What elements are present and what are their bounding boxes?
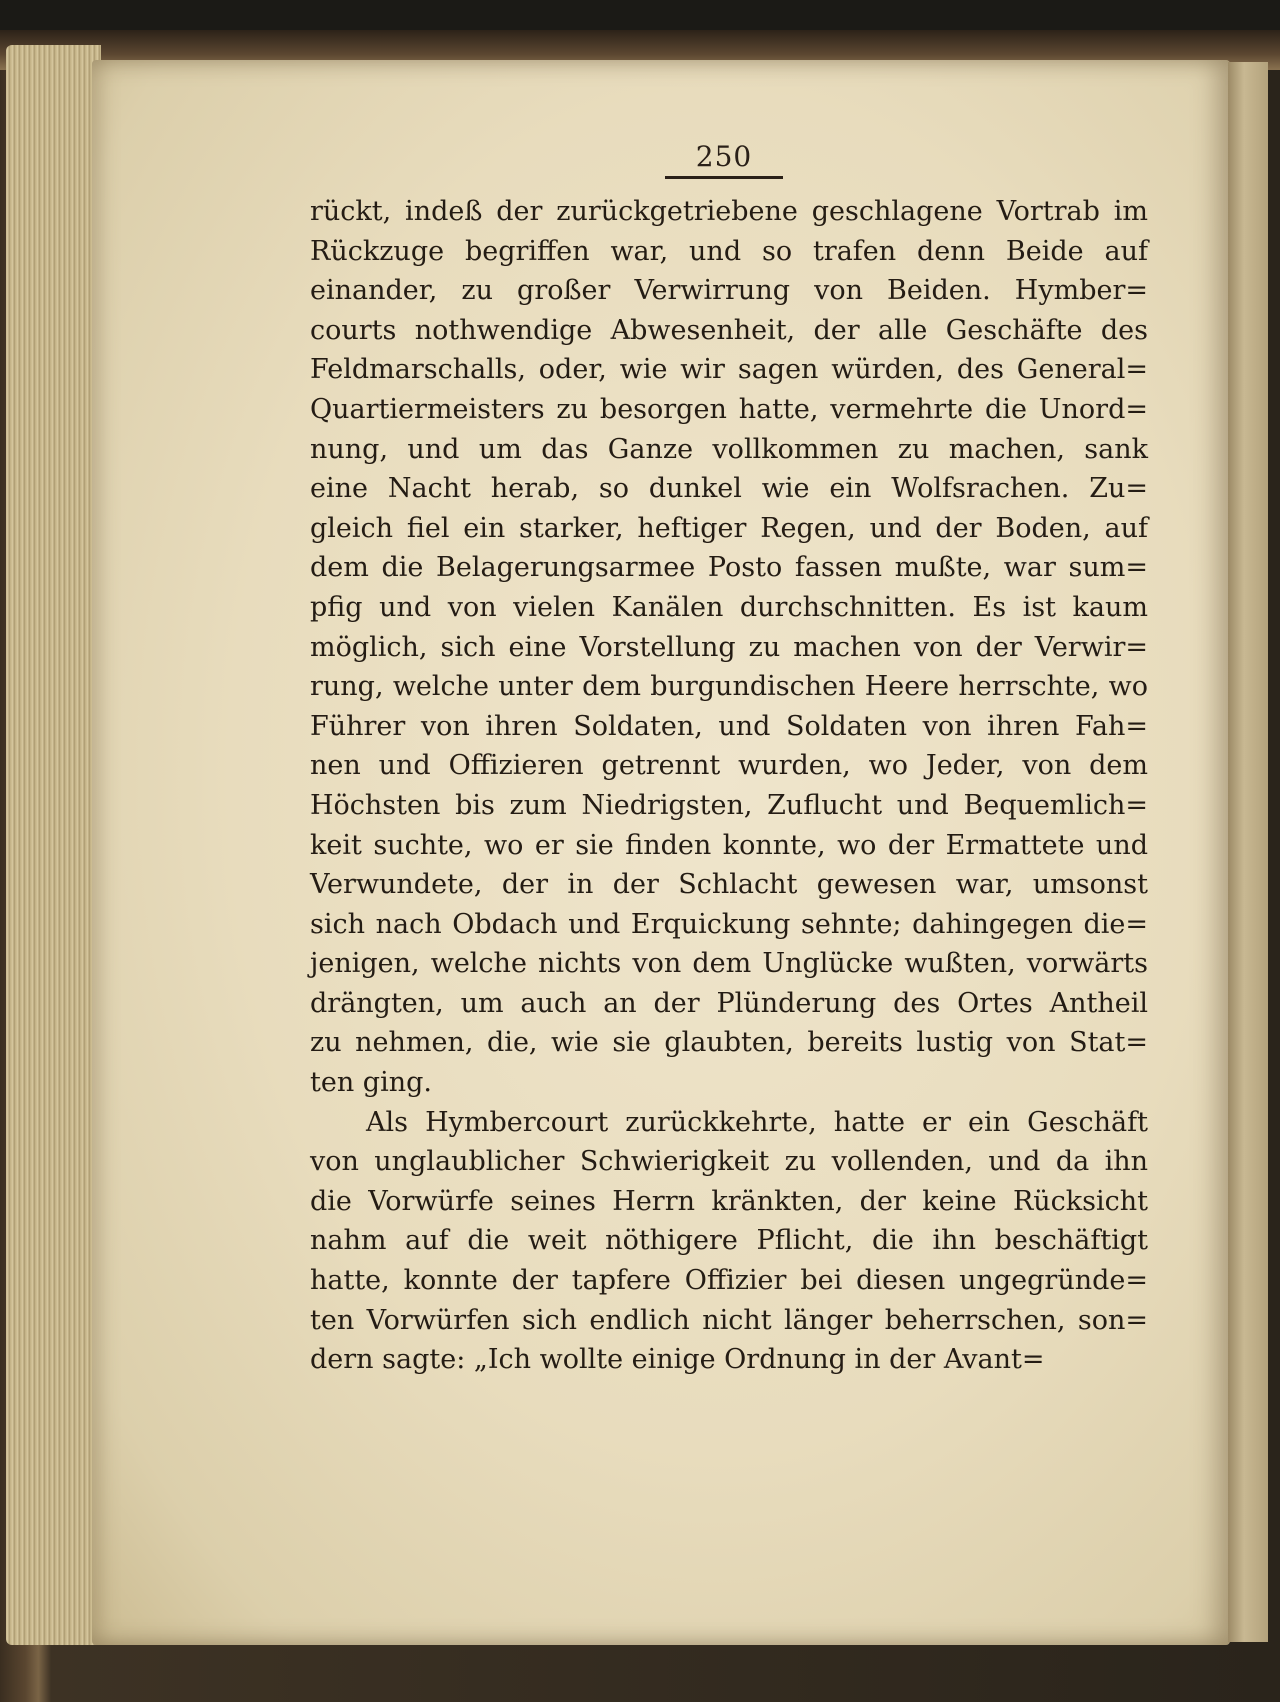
page-number-rule (665, 176, 783, 179)
paragraph (310, 1103, 1148, 1380)
text-line: rung, welche unter dem burgundischen Heere herrschte, wo (310, 671, 1148, 703)
text-line: Verwundete, der in der Schlacht gewesen war, umsonst (310, 869, 1148, 901)
text-line: hatte, konnte der tapfere Offizier bei diesen ungegründe= (310, 1265, 1148, 1297)
text-line: Rückzuge begriffen war, und so trafen denn Beide auf (310, 235, 1148, 267)
text-line: gleich fiel ein starker, heftiger Regen, und der Boden, auf (310, 512, 1148, 544)
text-line: courts nothwendige Abwesenheit, der alle Geschäfte des (310, 314, 1148, 346)
page-number: 250 (695, 140, 753, 173)
facing-page-edge (1228, 62, 1268, 1642)
text-line: eine Nacht herab, so dunkel wie ein Wolfsrachen. Zu= (310, 473, 1148, 505)
text-line: rückt, indeß der zurückgetriebene geschlagene Vortrab im (310, 196, 1148, 227)
page-edges (6, 45, 101, 1645)
text-line: dem die Belagerungsarmee Posto fassen mußte, war sum= (310, 552, 1148, 584)
body-text (310, 192, 1148, 1380)
text-line: die Vorwürfe seines Herrn kränkten, der keine Rücksicht (310, 1185, 1148, 1217)
text-line: Höchsten bis zum Niedrigsten, Zuflucht und Bequemlich= (310, 789, 1148, 821)
text-line: dern sagte: „Ich wollte einige Ordnung in der Avant= (310, 1344, 1045, 1376)
text-line: Quartiermeisters zu besorgen hatte, vermehrte die Unord= (310, 393, 1148, 425)
text-line: Als Hymbercourt zurückkehrte, hatte er ein Geschäft (366, 1106, 1148, 1138)
text-line: möglich, sich eine Vorstellung zu machen von der Verwir= (310, 631, 1148, 663)
text-line: ten ging. (310, 1067, 432, 1099)
text-line: nen und Offizieren getrennt wurden, wo Jeder, von dem (310, 750, 1148, 782)
text-line: nahm auf die weit nöthigere Pflicht, die ihn beschäftigt (310, 1225, 1148, 1257)
text-line: zu nehmen, die, wie sie glaubten, bereits lustig von Stat= (310, 1027, 1148, 1059)
text-line: einander, zu großer Verwirrung von Beiden. Hymber= (310, 275, 1148, 307)
text-line: Feldmarschalls, oder, wie wir sagen würden, des General= (310, 354, 1148, 386)
text-line: ten Vorwürfen sich endlich nicht länger beherrschen, son= (310, 1304, 1148, 1336)
text-line: nung, und um das Ganze vollkommen zu machen, sank (310, 433, 1148, 465)
text-line: drängten, um auch an der Plünderung des Ortes Antheil (310, 987, 1148, 1019)
paragraph (310, 192, 1148, 1103)
text-line: jenigen, welche nichts von dem Unglücke wußten, vorwärts (310, 948, 1148, 980)
text-line: pfig und von vielen Kanälen durchschnitten. Es ist kaum (310, 591, 1148, 623)
text-line: keit suchte, wo er sie finden konnte, wo der Ermattete und (310, 829, 1148, 861)
text-line: sich nach Obdach und Erquickung sehnte; dahingegen die= (310, 908, 1148, 940)
text-line: von unglaublicher Schwierigkeit zu vollenden, und da ihn (310, 1146, 1148, 1178)
text-line: Führer von ihren Soldaten, und Soldaten von ihren Fah= (310, 710, 1148, 742)
